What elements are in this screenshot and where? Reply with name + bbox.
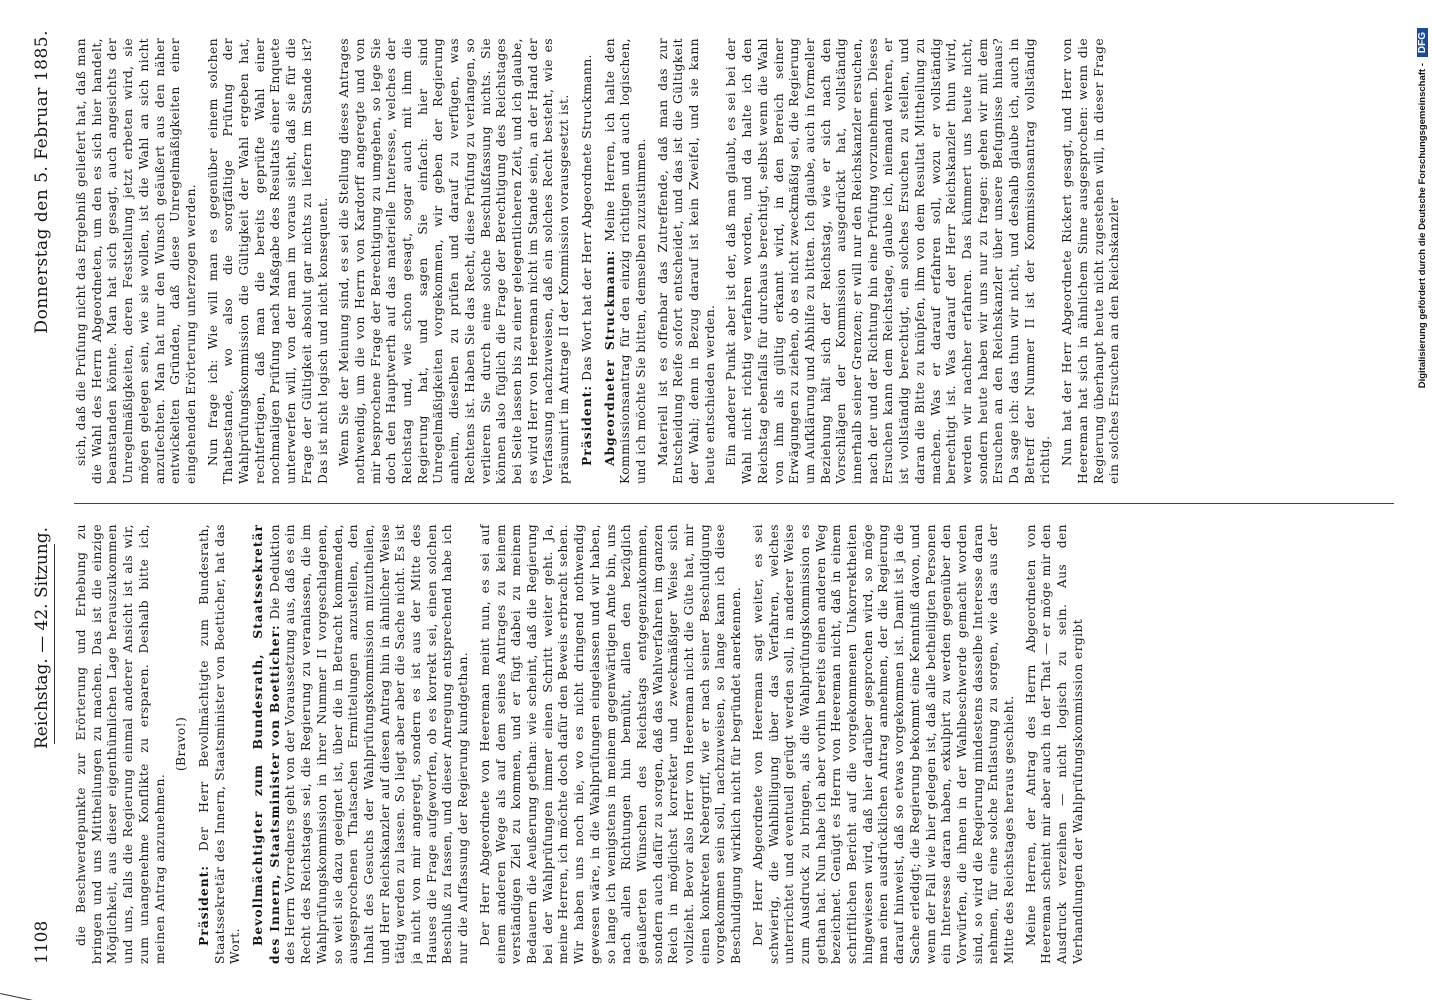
header-rule	[54, 544, 55, 744]
left-column	[74, 524, 1394, 964]
page-header	[32, 30, 62, 964]
speaker-label: Präsident:	[578, 385, 594, 466]
paragraph: Der Herr Abgeordnete von Heereman sagt weiter, es sei schwierig, die Wahlbilligung über das Verfahren, welches unterrichtet und eventuell gerügt werden soll, in anderer Weise zum Ausdruck zu bringen, als die Wahlprüfungskommission es gethan hat. Nun habe ich aber vorhin bereits einen anderen Weg bezeichnet. Genügt es Herrn von Heereman nicht, daß in einem schriftlichen Bericht auf die vorgekommenen Unkorrektheiten hingewiesen wird, daß hier darüber gesprochen wird, so möge man einen ausdrücklichen Antrag annehmen, der die Regierung darauf hinweist, daß so etwas vorgekommen ist. Damit ist ja die Sache erledigt; die Regierung bekommt eine Kenntniß davon, und wenn der Fall wie hier gelegen ist, daß alle betheiligten Personen ein Interesse daran haben, exkulpirt zu werden gegenüber den Vorwürfen, die ihnen in der Wahlbeschwerde gemacht worden sind, so wird die Regierung mindestens dasselbe Interesse daran nehmen, für eine solche Entlastung zu sorgen, wie das aus der Mitte des Reichstages heraus geschieht.	[750, 524, 1017, 964]
page-number: 1108	[32, 920, 52, 964]
applause-note: (Bravo!)	[174, 716, 189, 772]
paragraph: Nun frage ich: Wie will man es gegenüber einem solchen Thatbestande, wo also die sorgfältige Prüfung der Wahlprüfungskommission die Gültigkeit der Wahl ergeben hat, rechtfertigen, daß man die bereits geprüfte Wahl einer nochmaligen Prüfung nach Maßgabe des Resultats einer Enquete unterwerfen will, von der man im voraus sieht, daß sie für die Frage der Gültigkeit absolut gar nichts zu liefern im Stande ist? Das ist nicht logisch und nicht konsequent.	[205, 38, 330, 484]
dfg-logo: DFG	[1417, 28, 1428, 57]
paragraph: Präsident: Das Wort hat der Herr Abgeordnete Struckmann.	[578, 54, 594, 466]
paragraph: Der Herr Abgeordnete von Heereman meint nun, es sei auf einem anderen Wege als auf dem seines Antrages zu keinem verständigen Ziel zu kommen, und er fügt dabei zu meinem Bedauern die Aeußerung gethan: wie scheint, daß die Regierung bei der Wahlprüfungen immer einen Schritt weiter geht. Ja, meine Herren, ich möchte doch dafür den Beweis erbracht sehen. Wir haben uns noch nie, wo es nicht dringend nothwendig gewesen wäre, in die Wahlprüfungen eingelassen und wir haben, so lange ich wenigstens in meinem gegenwärtigen Amte bin, uns nach allen Richtungen hin bemüht, allen den bezüglich geäußerten Wünschen des Reichstags entgegenzukommen, sondern auch dafür zu sorgen, daß das Wahlverfahren im ganzen Reich in möglichst korrekter und zweckmäßiger Weise sich vollzieht. Bevor also Herr von Heereman nicht die Güte hat, mir einen konkreten Nebergriff, wie er nach seiner Beschuldigung vorgekommen sein soll, nachzuweisen, so lange kann ich diese Beschuldigung wirklich nicht für begründet anerkennen.	[477, 524, 744, 964]
digitization-note: Digitalisierung gefördert durch die Deutsche Forschungsgemeinschaft -	[1416, 63, 1428, 389]
scan-edge-line	[0, 993, 157, 1000]
header-title: Reichstag. — 42. Sitzung.	[32, 526, 52, 749]
paragraph: Abgeordneter Struckmann: Meine Herren, ich halte den Kommissionsantrag für den einzig richtigen und auch logischen, und ich möchte Sie bitten, demselben zuzustimmen.	[601, 38, 648, 484]
speaker-label: Bevollmächtigter zum Bundesrath, Staatssekretär des Innern, Staatsminister von Boetticher:	[250, 524, 282, 964]
header-date: Donnerstag den 5. Februar 1885.	[32, 30, 52, 334]
speaker-label: Abgeordneter Struckmann:	[601, 249, 617, 466]
column-divider	[74, 503, 1394, 504]
paragraph: Präsident: Der Herr Bevollmächtigte zum Bundesrath, Staatssekretär des Innern, Staatsminister von Boetticher, hat das Wort.	[195, 524, 243, 964]
paragraph: Nun hat der Herr Abgeordnete Rickert gesagt, und Herr von Heereman hat sich in ähnlichem Sinne ausgesprochen: wenn die Regierung überhaupt heute nicht zugestehen will, in dieser Frage ein solches Ersuchen an den Reichskanzler	[1060, 38, 1122, 484]
paragraph: Wenn Sie der Meinung sind, es sei die Stellung dieses Antrages nothwendig, um die von Herrn von Kardorff angeregte und von mir besprochene Frage der Berechtigung zu umgehen, so lege Sie doch den Hauptwerth auf das materielle Interesse, welches der Reichstag und, wie schon gesagt, sogar auch mit ihm die Regierung hat, und sagen Sie einfach: hier sind Unregelmäßigkeiten vorgekommen, wir geben der Regierung anheim, dieselben zu prüfen und darauf zu verfügen, was Rechtens ist. Haben Sie das Recht, diese Prüfung zu verlangen, so verlieren Sie durch eine solche Beschlußfassung nichts. Sie können also füglich die Frage der Berechtigung des Reichstages bei Seite lassen bis zu einer gelegentlicheren Zeit, und ich glaube, es wird Herr von Heereman nicht im Stande sein, an der Hand der Verfassung nachzuweisen, daß ein solches Recht besteht, wie es präsumirt im Antrage II der Kommission vorausgesetzt ist.	[337, 38, 572, 484]
paragraph: Meine Herren, der Antrag des Herrn Abgeordneten von Heereman scheint mir aber auch in der That — er möge mir den Ausdruck verzeihen — nicht logisch zu sein. Aus den Verhandlungen der Wahlprüfungskommission ergibt	[1023, 524, 1085, 964]
paragraph: Ein anderer Punkt aber ist der, daß man glaubt, es sei bei der Wahl nicht richtig verfahren worden, und da halte ich den Reichstag ebenfalls für durchaus berechtigt, selbst wenn die Wahl von ihm als gültig erkannt wird, in den Bereich seiner Erwägungen zu ziehen, ob es nicht zweckmäßig sei, die Regierung um Aufklärung und Abhilfe zu bitten. Ich glaube, auch in formeller Beziehung hält sich der Reichstag, wie er sich nach den Vorschlägen der Kommission ausgedrückt hat, vollständig innerhalb seiner Grenzen; er will nur den Reichskanzler ersuchen, nach der und der Richtung hin eine Prüfung vorzunehmen. Dieses Ersuchen kann dem Reichstage, glaube ich, niemand wehren, er ist vollständig berechtigt, ein solches Ersuchen zu stellen, und daran die Bitte zu knüpfen, ihm von dem Resultat Mittheilung zu machen. Was er darauf erfahren soll, wozu er vollständig berechtigt ist. Was darauf der Herr Reichskanzler thun wird, werden wir nachher erfahren. Das kümmert uns heute nicht, sondern heute haben wir uns nur zu fragen: gehen wir mit dem Ersuchen an den Reichskanzler über unsere Befugnisse hinaus? Da sage ich: das thun wir nicht, und deshalb glaube ich, auch in Betreff der Nummer II ist der Kommissionsantrag vollständig richtig.	[724, 38, 1053, 484]
speaker-label: Präsident:	[195, 865, 211, 946]
right-column	[74, 38, 1394, 484]
paragraph: Materiell ist es offenbar das Zutreffende, daß man das zur Entscheidung Reife sofort entscheidet, und das ist die Gültigkeit der Wahl; denn in Bezug darauf ist kein Zweifel, und sie kann heute entschieden werden.	[655, 38, 717, 484]
paragraph: die Beschwerdepunkte zur Erörterung und Erhebung zu bringen und uns Mittheilungen zu machen. Das ist die einzige Möglichkeit, aus dieser eigenthümlichen Lage herauszukommen und uns, falls die Regierung einmal anderer Ansicht ist als wir, zum unangenehme Konflikte zu ersparen. Deshalb bitte ich, meinen Antrag anzunehmen.	[74, 524, 167, 964]
paragraph: sich, daß die Prüfung nicht das Ergebniß geliefert hat, daß man die Wahl des Herrn Abgeordneten, um den es sich hier handelt, beanstanden könnte. Man hat sich gesagt, auch angesichts der Unregelmäßigkeiten, deren Feststellung jetzt erbeten wird, sie mögen gelegen sein, wie sie wollen, ist die Wahl an sich nicht anzufechten. Man hat nur den Wunsch geäußert aus den näher entwickelten Gründen, daß diese Unregelmäßigkeiten einer eingehenden Erörterung unterzogen werden.	[74, 38, 198, 484]
digitization-footer	[1412, 0, 1432, 1000]
paragraph: Bevollmächtigter zum Bundesrath, Staatssekretär des Innern, Staatsminister von Boetticher: Die Deduktion des Herrn Vorredners geht von der Voraussetzung aus, daß es ein Recht des Reichstages sei, die Regierung zu veranlassen, die im Wahlprüfungskommission in ihrer Nummer II vorgeschlagenen, so weit sie dazu geeignet ist, über die in Betracht kommenden, ausgesprochenen Thatsachen Ermittelungen anzustellen, den Inhalt des Gesuchs der Wahlprüfungskommission mitzutheilen, und Herr Reichskanzler auf diesen Antrag hin in ähnlicher Weise tätig werden zu lassen. So liegt aber aber die Sache nicht. Es ist ja nicht von mir angeregt, sondern es ist aus der Mitte des Hauses die Frage aufgeworfen, ob es korrekt sei, einen solchen Beschluß zu fassen, und dieser Anregung entsprechend habe ich nur die Auffassung der Regierung kundgethan.	[250, 524, 471, 964]
